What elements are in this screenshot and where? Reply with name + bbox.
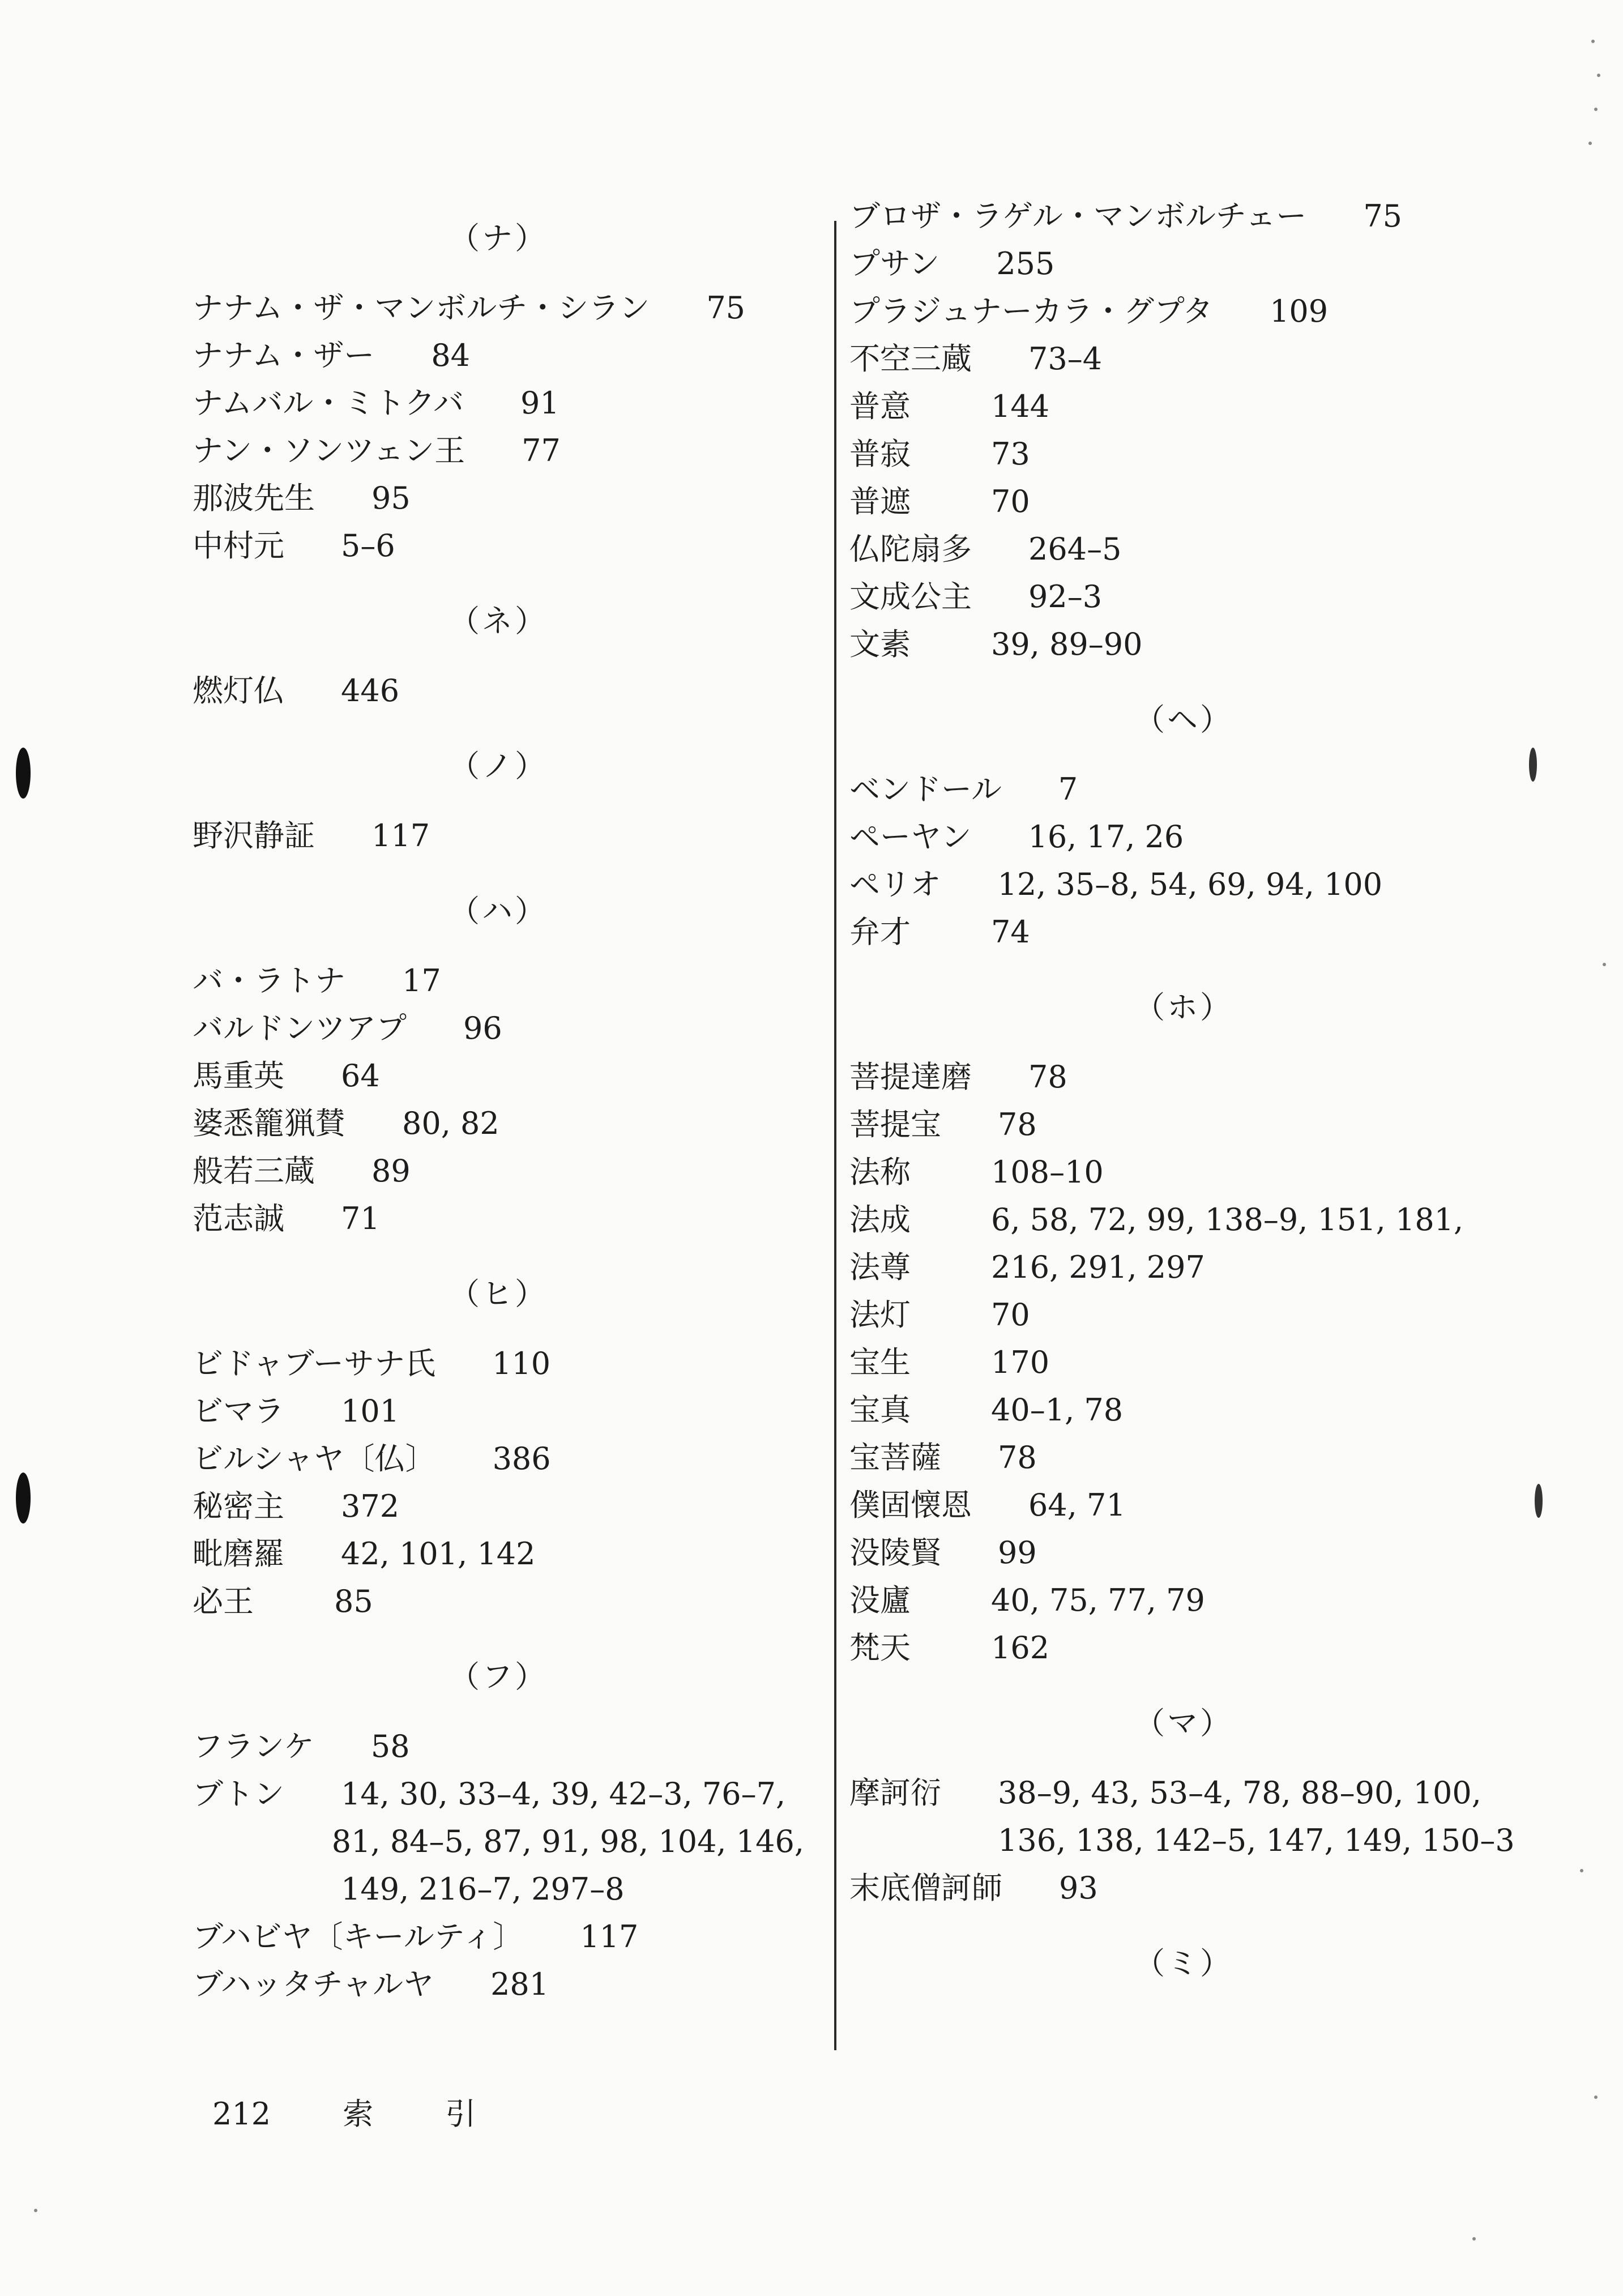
index-entry xyxy=(849,526,1518,573)
section-heading: （マ） xyxy=(1134,1705,1233,1741)
entry-term: 菩提達磨 xyxy=(849,1059,972,1095)
entry-term: 中村元 xyxy=(193,528,284,564)
index-section xyxy=(193,743,804,860)
index-entry xyxy=(193,812,804,860)
entry-term: バルドンツアプ xyxy=(193,1010,407,1046)
index-entry xyxy=(849,288,1518,335)
entry-term: 僕固懐恩 xyxy=(849,1487,972,1523)
entry-pages: 64 xyxy=(341,1058,380,1094)
index-entry xyxy=(193,1818,804,1866)
index-section xyxy=(193,215,804,570)
entry-term: ベンドール xyxy=(849,771,1002,807)
index-section xyxy=(193,1654,804,2008)
entry-pages: 81, 84–5, 87, 91, 98, 104, 146, xyxy=(331,1824,804,1859)
entry-term: 那波先生 xyxy=(193,480,315,516)
index-entry xyxy=(193,1195,804,1243)
index-entry xyxy=(193,1388,804,1435)
entry-pages: 281 xyxy=(490,1966,549,2002)
index-section xyxy=(193,1271,804,1625)
scan-speck xyxy=(1594,108,1598,111)
entry-pages: 162 xyxy=(991,1630,1050,1666)
index-entry xyxy=(849,1149,1518,1196)
index-entry xyxy=(849,1864,1518,1912)
entry-pages: 39, 89–90 xyxy=(991,626,1143,662)
entry-pages: 93 xyxy=(1059,1870,1098,1906)
entry-term: 婆悉籠猟賛 xyxy=(193,1106,345,1141)
index-entry xyxy=(849,1817,1518,1864)
entry-term: プサン xyxy=(849,246,940,281)
entry-pages: 73–4 xyxy=(1028,341,1103,377)
footer-title-1: 索 xyxy=(343,2096,374,2132)
index-entry xyxy=(849,908,1518,956)
section-heading: （フ） xyxy=(449,1659,548,1695)
index-entry xyxy=(849,1434,1518,1482)
index-section xyxy=(849,1700,1518,1912)
entry-term: 普遮 xyxy=(849,484,911,519)
entry-term: 文成公主 xyxy=(849,579,972,614)
entry-pages: 7 xyxy=(1058,771,1078,807)
index-entry xyxy=(849,1529,1518,1577)
entry-pages: 40, 75, 77, 79 xyxy=(991,1582,1205,1618)
index-entry xyxy=(193,1100,804,1147)
entry-term: ビマラ xyxy=(193,1393,284,1429)
index-entry xyxy=(193,332,804,379)
entry-term: 仏陀扇多 xyxy=(849,531,972,567)
entry-pages: 78 xyxy=(998,1107,1037,1142)
index-section xyxy=(849,697,1518,956)
index-entry xyxy=(193,1578,804,1625)
scan-speck xyxy=(1588,142,1592,145)
binder-hole xyxy=(16,748,31,799)
entry-pages: 216, 291, 297 xyxy=(991,1249,1205,1285)
entry-term: 法灯 xyxy=(849,1297,911,1333)
index-entry xyxy=(193,522,804,570)
entry-pages: 372 xyxy=(341,1488,400,1524)
index-entry xyxy=(849,621,1518,668)
entry-term: バ・ラトナ xyxy=(193,963,345,998)
entry-pages: 12, 35–8, 54, 69, 94, 100 xyxy=(997,867,1383,902)
footer-title-2: 引 xyxy=(445,2096,476,2132)
entry-pages: 84 xyxy=(431,338,471,373)
entry-pages: 110 xyxy=(492,1346,551,1381)
entry-term: 菩提宝 xyxy=(849,1107,941,1142)
entry-pages: 85 xyxy=(334,1584,373,1619)
entry-pages: 38–9, 43, 53–4, 78, 88–90, 100, xyxy=(998,1775,1481,1811)
entry-pages: 71 xyxy=(341,1201,380,1236)
index-entry xyxy=(849,1291,1518,1339)
entry-term: 法尊 xyxy=(849,1249,911,1285)
scan-speck xyxy=(1594,2096,1598,2099)
section-heading: （ホ） xyxy=(1134,989,1233,1025)
entry-term: 末底僧訶師 xyxy=(849,1870,1002,1906)
column-divider xyxy=(834,221,836,2050)
index-entry xyxy=(849,1053,1518,1101)
entry-pages: 117 xyxy=(371,818,430,853)
entry-pages: 108–10 xyxy=(991,1154,1104,1190)
entry-term: ナムバル・ミトクバ xyxy=(193,385,464,421)
entry-term: ブハビヤ〔キールティ〕 xyxy=(193,1919,524,1954)
index-entry xyxy=(193,1340,804,1388)
index-entry xyxy=(849,1339,1518,1386)
entry-term: 燃灯仏 xyxy=(193,673,284,709)
entry-pages: 117 xyxy=(580,1919,639,1954)
binder-hole xyxy=(1535,1484,1543,1518)
index-entry xyxy=(193,1435,804,1483)
entry-term: ナナム・ザ・マンボルチ・シラン xyxy=(193,290,650,326)
scan-speck xyxy=(1472,2237,1476,2240)
entry-term: プラジュナーカラ・グプタ xyxy=(849,293,1214,329)
index-entry xyxy=(849,861,1518,908)
entry-pages: 6, 58, 72, 99, 138–9, 151, 181, xyxy=(991,1202,1464,1237)
entry-pages: 70 xyxy=(991,1297,1030,1333)
section-heading: （ナ） xyxy=(449,220,548,256)
entry-pages: 149, 216–7, 297–8 xyxy=(341,1871,625,1907)
index-entry xyxy=(849,430,1518,478)
entry-term: 宝真 xyxy=(849,1392,911,1428)
entry-term: 野沢静証 xyxy=(193,818,315,853)
index-entry xyxy=(193,1147,804,1195)
index-entry xyxy=(849,335,1518,383)
binder-hole xyxy=(1529,748,1537,782)
index-entry xyxy=(193,1961,804,2008)
index-entry xyxy=(193,957,804,1005)
entry-term: 没廬 xyxy=(849,1582,911,1618)
entry-term: 般若三蔵 xyxy=(193,1153,315,1189)
entry-pages: 73 xyxy=(991,436,1030,472)
index-entry xyxy=(849,193,1518,240)
entry-term: ナン・ソンツェン王 xyxy=(193,433,465,468)
index-entry xyxy=(849,1577,1518,1624)
index-entry xyxy=(193,284,804,332)
section-heading: （ヘ） xyxy=(1134,702,1233,737)
index-entry xyxy=(849,383,1518,430)
index-entry xyxy=(849,813,1518,861)
entry-term: ペリオ xyxy=(849,867,941,902)
entry-term: 不空三蔵 xyxy=(849,341,972,377)
binder-hole xyxy=(16,1473,31,1523)
entry-pages: 95 xyxy=(371,480,411,516)
entry-pages: 75 xyxy=(1363,198,1403,234)
entry-pages: 99 xyxy=(998,1535,1037,1571)
index-entry xyxy=(193,667,804,715)
entry-term: 梵天 xyxy=(849,1630,911,1666)
index-column-right xyxy=(849,193,1518,2009)
entry-pages: 75 xyxy=(706,290,746,326)
index-entry xyxy=(193,1723,804,1770)
index-entry xyxy=(193,427,804,475)
entry-term: 普寂 xyxy=(849,436,911,472)
entry-term: 必王 xyxy=(193,1584,254,1619)
entry-term: 没陵賢 xyxy=(849,1535,941,1571)
entry-pages: 446 xyxy=(341,673,400,709)
entry-pages: 14, 30, 33–4, 39, 42–3, 76–7, xyxy=(341,1776,786,1812)
entry-pages: 77 xyxy=(522,433,561,468)
entry-term: 宝菩薩 xyxy=(849,1440,941,1475)
index-section xyxy=(193,598,804,715)
index-section xyxy=(849,193,1518,668)
scan-speck xyxy=(1603,963,1606,966)
entry-term: ブトン xyxy=(193,1776,284,1812)
entry-pages: 89 xyxy=(371,1153,411,1189)
scan-speck xyxy=(1597,74,1600,77)
entry-pages: 17 xyxy=(402,963,441,998)
scan-speck xyxy=(34,2209,37,2212)
entry-pages: 101 xyxy=(341,1393,400,1429)
entry-pages: 255 xyxy=(996,246,1055,281)
index-entry xyxy=(849,240,1518,288)
index-entry xyxy=(193,1483,804,1530)
entry-term: ビドャブーサナ氏 xyxy=(193,1346,436,1381)
entry-term: フランケ xyxy=(193,1729,314,1764)
entry-pages: 78 xyxy=(998,1440,1037,1475)
index-section xyxy=(849,1940,1518,1987)
entry-pages: 40–1, 78 xyxy=(991,1392,1124,1428)
entry-pages: 42, 101, 142 xyxy=(341,1536,536,1572)
entry-term: ブロザ・ラゲル・マンボルチェー xyxy=(849,198,1307,234)
entry-term: ナナム・ザー xyxy=(193,338,375,373)
entry-term: 法成 xyxy=(849,1202,911,1237)
entry-pages: 16, 17, 26 xyxy=(1028,819,1184,855)
entry-term: 法称 xyxy=(849,1154,911,1190)
index-entry xyxy=(849,1624,1518,1672)
entry-term: 范志誠 xyxy=(193,1201,284,1236)
entry-pages: 64, 71 xyxy=(1028,1487,1126,1523)
index-column-left xyxy=(193,193,804,2008)
entry-pages: 264–5 xyxy=(1028,531,1122,567)
index-entry xyxy=(849,1386,1518,1434)
index-entry xyxy=(849,766,1518,813)
entry-pages: 74 xyxy=(991,914,1030,950)
entry-pages: 91 xyxy=(520,385,559,421)
section-heading: （ノ） xyxy=(449,748,548,784)
entry-pages: 96 xyxy=(463,1010,502,1046)
entry-pages: 386 xyxy=(492,1441,551,1476)
index-entry xyxy=(193,379,804,427)
index-section xyxy=(849,984,1518,1672)
index-entry xyxy=(193,1005,804,1052)
index-entry xyxy=(193,1866,804,1913)
entry-pages: 109 xyxy=(1270,293,1329,329)
index-entry xyxy=(849,1196,1518,1244)
entry-term: 馬重英 xyxy=(193,1058,284,1094)
entry-pages: 170 xyxy=(991,1345,1050,1380)
index-entry xyxy=(193,1913,804,1961)
entry-term: ペーヤン xyxy=(849,819,972,855)
entry-pages: 136, 138, 142–5, 147, 149, 150–3 xyxy=(998,1823,1515,1858)
index-entry xyxy=(849,1244,1518,1291)
index-entry xyxy=(849,1482,1518,1529)
scan-speck xyxy=(1580,1869,1583,1872)
page-number: 212 xyxy=(212,2096,271,2132)
section-heading: （ミ） xyxy=(1134,1945,1233,1981)
index-entry xyxy=(193,1530,804,1578)
index-entry xyxy=(849,1769,1518,1817)
section-heading: （ネ） xyxy=(449,603,548,639)
entry-pages: 78 xyxy=(1028,1059,1067,1095)
entry-term: 宝生 xyxy=(849,1345,911,1380)
entry-term: 文素 xyxy=(849,626,911,662)
entry-term: 弁才 xyxy=(849,914,911,950)
index-entry xyxy=(849,1101,1518,1149)
entry-term: ブハッタチャルヤ xyxy=(193,1966,434,2002)
index-entry xyxy=(849,573,1518,621)
entry-pages: 5–6 xyxy=(341,528,395,564)
entry-term: 秘密主 xyxy=(193,1488,284,1524)
section-heading: （ハ） xyxy=(449,893,548,929)
entry-term: 毗磨羅 xyxy=(193,1536,284,1572)
entry-pages: 144 xyxy=(991,389,1050,424)
entry-term: ビルシャヤ〔仏〕 xyxy=(193,1441,436,1476)
index-entry xyxy=(193,475,804,522)
entry-pages: 80, 82 xyxy=(402,1106,499,1141)
index-section xyxy=(193,888,804,1243)
entry-pages: 58 xyxy=(370,1729,410,1764)
scan-speck xyxy=(1591,40,1595,43)
entry-term: 摩訶衍 xyxy=(849,1775,941,1811)
section-heading: （ヒ） xyxy=(449,1276,548,1312)
page-footer xyxy=(212,2090,538,2133)
index-entry xyxy=(193,1052,804,1100)
index-entry xyxy=(849,478,1518,526)
entry-term: 普意 xyxy=(849,389,911,424)
entry-pages: 70 xyxy=(991,484,1030,519)
entry-pages: 92–3 xyxy=(1028,579,1103,614)
index-entry xyxy=(193,1770,804,1818)
